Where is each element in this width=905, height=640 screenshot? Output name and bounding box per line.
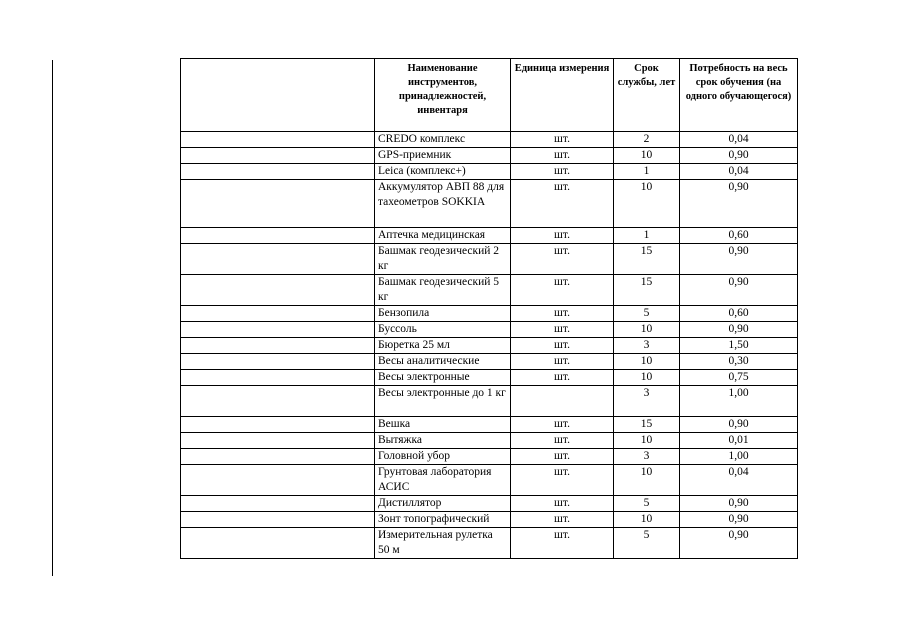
item-name-cell: Аптечка медицинская bbox=[375, 228, 511, 244]
term-cell: 15 bbox=[614, 417, 680, 433]
unit-cell: шт. bbox=[511, 370, 614, 386]
table-row bbox=[181, 354, 798, 370]
item-name-cell: Зонт топографический bbox=[375, 512, 511, 528]
item-name-cell: Буссоль bbox=[375, 322, 511, 338]
table-row bbox=[181, 465, 798, 496]
need-cell: 0,60 bbox=[680, 306, 798, 322]
need-cell: 0,75 bbox=[680, 370, 798, 386]
row-blank-cell bbox=[181, 370, 375, 386]
table-row bbox=[181, 338, 798, 354]
item-name-cell: Грунтовая лаборатория АСИС bbox=[375, 465, 511, 496]
item-name-cell: GPS-приемник bbox=[375, 148, 511, 164]
inventory-table bbox=[180, 58, 798, 559]
row-blank-cell bbox=[181, 275, 375, 306]
row-blank-cell bbox=[181, 244, 375, 275]
term-cell: 5 bbox=[614, 528, 680, 559]
table-row bbox=[181, 132, 798, 148]
item-name-cell: Башмак геодезический 5 кг bbox=[375, 275, 511, 306]
row-blank-cell bbox=[181, 148, 375, 164]
row-blank-cell bbox=[181, 496, 375, 512]
need-cell: 1,50 bbox=[680, 338, 798, 354]
term-cell: 5 bbox=[614, 496, 680, 512]
table-row bbox=[181, 322, 798, 338]
table-body bbox=[181, 132, 798, 559]
row-blank-cell bbox=[181, 338, 375, 354]
item-name-cell: Вешка bbox=[375, 417, 511, 433]
row-blank-cell bbox=[181, 180, 375, 228]
need-cell: 0,90 bbox=[680, 496, 798, 512]
item-name-cell: Дистиллятор bbox=[375, 496, 511, 512]
row-blank-cell bbox=[181, 465, 375, 496]
table-row bbox=[181, 148, 798, 164]
unit-cell: шт. bbox=[511, 275, 614, 306]
row-blank-cell bbox=[181, 132, 375, 148]
need-cell: 0,04 bbox=[680, 164, 798, 180]
table-row bbox=[181, 496, 798, 512]
table-row bbox=[181, 370, 798, 386]
need-cell: 0,90 bbox=[680, 512, 798, 528]
unit-cell: шт. bbox=[511, 180, 614, 228]
table-row bbox=[181, 433, 798, 449]
item-name-cell: Башмак геодезический 2 кг bbox=[375, 244, 511, 275]
row-blank-cell bbox=[181, 433, 375, 449]
row-blank-cell bbox=[181, 354, 375, 370]
unit-cell: шт. bbox=[511, 496, 614, 512]
need-cell: 0,01 bbox=[680, 433, 798, 449]
table-row bbox=[181, 306, 798, 322]
term-cell: 10 bbox=[614, 465, 680, 496]
item-name-cell: CREDO комплекс bbox=[375, 132, 511, 148]
unit-cell: шт. bbox=[511, 228, 614, 244]
header-term: Срок службы, лет bbox=[614, 59, 680, 132]
table-row bbox=[181, 417, 798, 433]
table-row bbox=[181, 180, 798, 228]
unit-cell: шт. bbox=[511, 244, 614, 275]
item-name-cell: Головной убор bbox=[375, 449, 511, 465]
row-blank-cell bbox=[181, 228, 375, 244]
term-cell: 5 bbox=[614, 306, 680, 322]
table-row bbox=[181, 275, 798, 306]
term-cell: 1 bbox=[614, 228, 680, 244]
term-cell: 15 bbox=[614, 244, 680, 275]
need-cell: 0,90 bbox=[680, 180, 798, 228]
header-name: Наименование инструментов, принадлежностей, инвентаря bbox=[375, 59, 511, 132]
unit-cell: шт. bbox=[511, 465, 614, 496]
need-cell: 0,30 bbox=[680, 354, 798, 370]
term-cell: 10 bbox=[614, 354, 680, 370]
item-name-cell: Leica (комплекс+) bbox=[375, 164, 511, 180]
term-cell: 10 bbox=[614, 322, 680, 338]
item-name-cell: Весы аналитические bbox=[375, 354, 511, 370]
need-cell: 0,04 bbox=[680, 132, 798, 148]
row-blank-cell bbox=[181, 512, 375, 528]
need-cell: 0,90 bbox=[680, 148, 798, 164]
term-cell: 10 bbox=[614, 148, 680, 164]
need-cell: 0,60 bbox=[680, 228, 798, 244]
unit-cell: шт. bbox=[511, 449, 614, 465]
row-blank-cell bbox=[181, 528, 375, 559]
unit-cell: шт. bbox=[511, 417, 614, 433]
term-cell: 10 bbox=[614, 180, 680, 228]
header-need: Потребность на весь срок обучения (на одного обучающегося) bbox=[680, 59, 798, 132]
unit-cell: шт. bbox=[511, 322, 614, 338]
row-blank-cell bbox=[181, 386, 375, 417]
term-cell: 10 bbox=[614, 370, 680, 386]
unit-cell: шт. bbox=[511, 148, 614, 164]
item-name-cell: Весы электронные bbox=[375, 370, 511, 386]
unit-cell: шт. bbox=[511, 433, 614, 449]
row-blank-cell bbox=[181, 306, 375, 322]
row-blank-cell bbox=[181, 322, 375, 338]
need-cell: 0,90 bbox=[680, 528, 798, 559]
page-margin-line bbox=[52, 60, 53, 576]
table-row bbox=[181, 528, 798, 559]
item-name-cell: Бензопила bbox=[375, 306, 511, 322]
item-name-cell: Вытяжка bbox=[375, 433, 511, 449]
term-cell: 1 bbox=[614, 164, 680, 180]
unit-cell: шт. bbox=[511, 132, 614, 148]
term-cell: 10 bbox=[614, 433, 680, 449]
need-cell: 0,90 bbox=[680, 275, 798, 306]
unit-cell: шт. bbox=[511, 306, 614, 322]
item-name-cell: Весы электронные до 1 кг bbox=[375, 386, 511, 417]
table-row bbox=[181, 386, 798, 417]
term-cell: 15 bbox=[614, 275, 680, 306]
term-cell: 10 bbox=[614, 512, 680, 528]
table-row bbox=[181, 244, 798, 275]
need-cell: 0,90 bbox=[680, 322, 798, 338]
header-unit: Единица измерения bbox=[511, 59, 614, 132]
row-blank-cell bbox=[181, 164, 375, 180]
need-cell: 0,90 bbox=[680, 244, 798, 275]
unit-cell: шт. bbox=[511, 528, 614, 559]
table-row bbox=[181, 164, 798, 180]
table-row bbox=[181, 512, 798, 528]
item-name-cell: Аккумулятор АВП 88 для тахеометров SOKKIA bbox=[375, 180, 511, 228]
unit-cell: шт. bbox=[511, 164, 614, 180]
term-cell: 3 bbox=[614, 449, 680, 465]
item-name-cell: Измерительная рулетка 50 м bbox=[375, 528, 511, 559]
item-name-cell: Бюретка 25 мл bbox=[375, 338, 511, 354]
need-cell: 0,90 bbox=[680, 417, 798, 433]
unit-cell: шт. bbox=[511, 354, 614, 370]
need-cell: 0,04 bbox=[680, 465, 798, 496]
term-cell: 3 bbox=[614, 338, 680, 354]
term-cell: 2 bbox=[614, 132, 680, 148]
need-cell: 1,00 bbox=[680, 449, 798, 465]
row-blank-cell bbox=[181, 417, 375, 433]
unit-cell: шт. bbox=[511, 512, 614, 528]
table-row bbox=[181, 228, 798, 244]
term-cell: 3 bbox=[614, 386, 680, 417]
row-blank-cell bbox=[181, 449, 375, 465]
table-row bbox=[181, 449, 798, 465]
need-cell: 1,00 bbox=[680, 386, 798, 417]
unit-cell bbox=[511, 386, 614, 417]
table-header-row bbox=[181, 59, 798, 132]
unit-cell: шт. bbox=[511, 338, 614, 354]
header-blank-cell bbox=[181, 59, 375, 132]
